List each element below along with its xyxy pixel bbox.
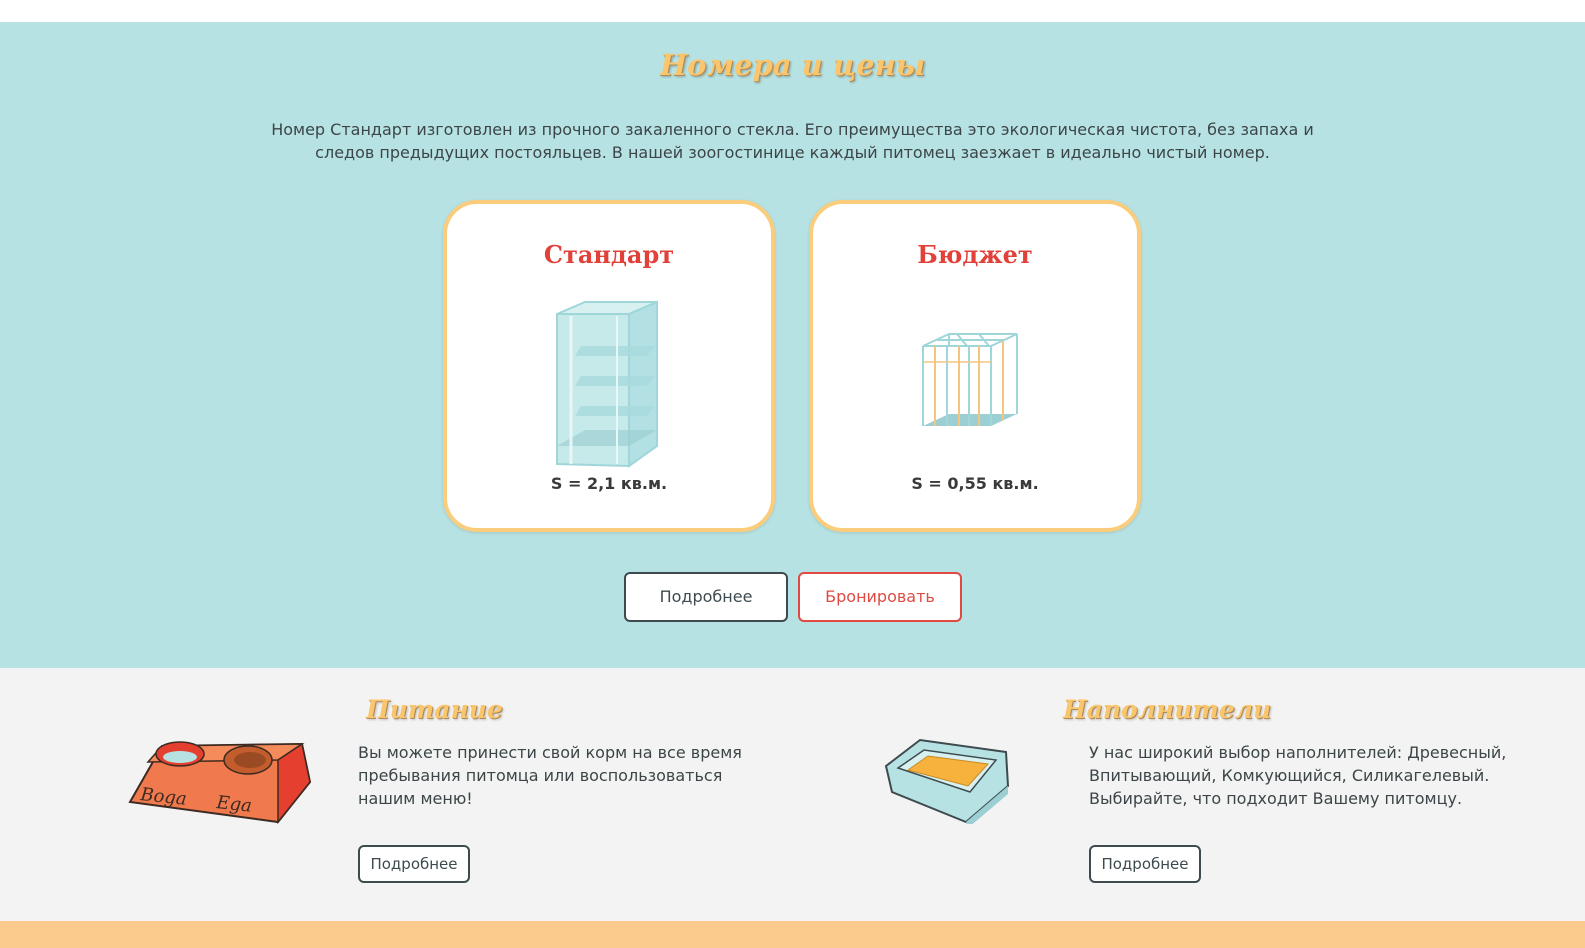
top-strip bbox=[0, 0, 1585, 22]
room-card-area: S = 0,55 кв.м. bbox=[911, 474, 1039, 493]
footer-strip bbox=[0, 921, 1585, 948]
food-text: Вы можете принести свой корм на все время пребывания питомца или воспользоваться нашим меню! bbox=[358, 743, 742, 808]
bowl-label-food: Ega bbox=[215, 792, 253, 817]
room-card-title: Стандарт bbox=[543, 240, 675, 269]
room-card-area: S = 2,1 кв.м. bbox=[550, 474, 668, 493]
services-section bbox=[0, 668, 1585, 921]
rooms-description: Номер Стандарт изготовлен из прочного закаленного стекла. Его преимущества это экологическая чистота, без запаха и следов предыдущих постояльцев. В нашей зоогостинице каждый питомец заезжает в идеально чистый номер. bbox=[271, 120, 1314, 162]
details-button[interactable]: Подробнее bbox=[624, 572, 788, 622]
pet-bowl-icon bbox=[128, 738, 312, 824]
bowl-label-water: Boga bbox=[139, 784, 188, 810]
cage-icon bbox=[919, 332, 1023, 436]
food-details-button[interactable]: Подробнее bbox=[358, 845, 470, 883]
filler-details-button[interactable]: Подробнее bbox=[1089, 845, 1201, 883]
rooms-section bbox=[0, 22, 1585, 668]
room-card-title: Бюджет bbox=[917, 240, 1033, 269]
filler-title: Наполнители bbox=[1063, 695, 1272, 724]
room-card-standard[interactable] bbox=[443, 200, 775, 532]
food-title: Питание bbox=[366, 695, 503, 724]
rooms-title: Номера и цены bbox=[659, 48, 926, 82]
litter-tray-icon bbox=[884, 738, 1014, 824]
room-card-budget[interactable] bbox=[809, 200, 1141, 532]
filler-text: У нас широкий выбор наполнителей: Древесный, Впитывающий, Комкующийся, Силикагелевый. Выбирайте, что подходит Вашему питомцу. bbox=[1089, 743, 1507, 808]
book-button[interactable]: Бронировать bbox=[798, 572, 962, 622]
glass-enclosure-icon bbox=[551, 300, 663, 470]
